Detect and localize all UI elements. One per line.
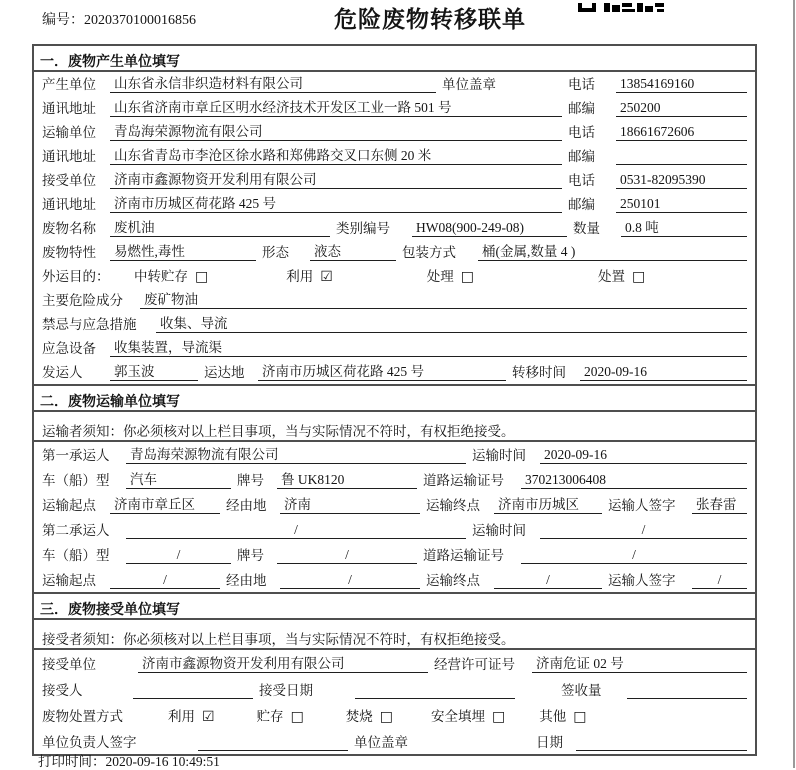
print-time-value: 2020-09-16 10:49:51 (105, 754, 220, 769)
checkbox-label: 利用 (168, 709, 195, 724)
field-label: 废物名称 (42, 221, 96, 236)
serial-row (42, 9, 196, 29)
checkbox-label: 安全填埋 (431, 709, 486, 724)
field-value: 郭玉波 (110, 360, 198, 381)
form-row (34, 542, 755, 567)
form-row (34, 168, 755, 192)
form-row (34, 360, 755, 384)
field-value: 汽车 (126, 468, 231, 489)
field-value: 济南市鑫源物资开发利用有限公司 (110, 168, 562, 189)
form-row (34, 240, 755, 264)
field-value: 易燃性,毒性 (110, 240, 256, 261)
page-title: 危险废物转移联单 (334, 7, 526, 32)
field-label: 主要危险成分 (42, 293, 123, 308)
checkbox-checked-icon: ☑ (320, 269, 333, 285)
checkbox-option (539, 705, 586, 725)
checkbox-unchecked-icon: □ (632, 269, 646, 285)
checkbox-option (427, 265, 474, 285)
field-value: 250101 (616, 196, 747, 213)
section-title: 三．废物接受单位填写 (34, 594, 755, 620)
form-row (34, 144, 755, 168)
field-label: 应急设备 (42, 341, 96, 356)
form-row (34, 264, 755, 288)
field-label: 牌号 (237, 473, 264, 488)
checkbox-option (168, 705, 215, 725)
field-value: 收集、导流 (156, 312, 747, 333)
field-value: 废机油 (110, 216, 330, 237)
field-label: 废物特性 (42, 245, 96, 260)
field-label: 接受单位 (42, 657, 96, 672)
checkbox-label: 其他 (539, 709, 567, 724)
qr-code-fragment-image (578, 3, 664, 12)
field-value: 370213006408 (521, 472, 747, 489)
blank-field-value (198, 734, 348, 751)
serial-number: 2020370100016856 (84, 13, 196, 28)
form-row (34, 216, 755, 240)
field-label: 运输终点 (426, 573, 480, 588)
field-value: 2020-09-16 (580, 364, 747, 381)
checkbox-option (257, 705, 304, 725)
field-label: 单位盖章 (442, 77, 496, 92)
field-label: 接受日期 (259, 683, 313, 698)
field-label: 车（船）型 (42, 473, 110, 488)
field-value: 青岛海荣源物流有限公司 (126, 443, 466, 464)
field-value: / (692, 572, 747, 589)
field-label: 形态 (262, 245, 289, 260)
form-row (34, 567, 755, 592)
blank-field-value (355, 682, 515, 699)
blank-field-value (576, 734, 747, 751)
form-row (34, 288, 755, 312)
field-label: 电话 (568, 173, 595, 188)
form-row (34, 336, 755, 360)
field-value: 青岛海荣源物流有限公司 (110, 120, 562, 141)
field-label: 经营许可证号 (434, 657, 515, 672)
field-label: 日期 (536, 735, 563, 750)
field-value: HW08(900-249-08) (412, 220, 567, 237)
field-label: 电话 (568, 77, 595, 92)
field-value: 济南危证 02 号 (532, 652, 747, 673)
field-value: 液态 (310, 240, 396, 261)
field-label: 转移时间 (512, 365, 566, 380)
field-label: 单位负责人签字 (42, 735, 137, 750)
field-label: 运输终点 (426, 498, 480, 513)
field-value: 13854169160 (616, 76, 747, 93)
checkbox-label: 贮存 (256, 709, 284, 724)
field-label: 通讯地址 (42, 197, 96, 212)
checkbox-label: 利用 (286, 269, 314, 284)
field-value: 0.8 吨 (621, 216, 747, 237)
field-label: 运输起点 (42, 573, 96, 588)
form-section (34, 384, 755, 592)
field-label: 邮编 (568, 101, 595, 116)
field-label: 第二承运人 (42, 523, 110, 538)
blank-field-value (627, 682, 747, 699)
field-label: 运输单位 (42, 125, 96, 140)
form-row (34, 120, 755, 144)
form-row (34, 517, 755, 542)
manifest-form-table (32, 44, 757, 756)
field-value: 济南市历城区荷花路 425 号 (110, 192, 562, 213)
field-label: 牌号 (237, 548, 264, 563)
field-label: 包装方式 (402, 245, 456, 260)
field-value: 2020-09-16 (540, 447, 747, 464)
field-value: / (110, 572, 220, 589)
checkbox-option (598, 265, 645, 285)
form-section (34, 592, 755, 754)
field-label: 经由地 (226, 498, 267, 513)
checkbox-label: 焚烧 (345, 709, 373, 724)
field-label: 禁忌与应急措施 (42, 317, 137, 332)
field-label: 运达地 (204, 365, 245, 380)
field-label: 接受单位 (42, 173, 96, 188)
form-row (34, 702, 755, 728)
print-time-row (38, 750, 220, 770)
field-value: 0531-82095390 (616, 172, 747, 189)
field-value: 济南市鑫源物资开发利用有限公司 (138, 652, 428, 673)
field-value: 废矿物油 (140, 288, 747, 309)
field-label: 邮编 (568, 149, 595, 164)
print-time-label: 打印时间： (38, 754, 106, 769)
checkbox-unchecked-icon: □ (492, 709, 506, 725)
field-value: / (277, 547, 417, 564)
field-label: 经由地 (226, 573, 267, 588)
field-label: 外运目的： (42, 269, 110, 284)
field-value: 鲁 UK8120 (277, 468, 417, 489)
field-label: 发运人 (42, 365, 83, 380)
field-label: 运输起点 (42, 498, 96, 513)
field-label: 类别编号 (336, 221, 390, 236)
page-edge-divider (793, 0, 795, 768)
checkbox-unchecked-icon: □ (573, 709, 587, 725)
field-label: 电话 (568, 125, 595, 140)
field-value: 济南市历城区荷花路 425 号 (258, 360, 506, 381)
field-label: 车（船）型 (42, 548, 110, 563)
blank-field-value (616, 148, 747, 165)
blank-field-value (133, 682, 253, 699)
field-value: 济南市历城区 (494, 493, 602, 514)
checkbox-unchecked-icon: □ (379, 709, 394, 725)
form-row (34, 650, 755, 676)
field-label: 签收量 (561, 683, 602, 698)
checkbox-label: 处理 (426, 269, 454, 284)
field-label: 通讯地址 (42, 149, 96, 164)
form-row (34, 442, 755, 467)
field-label: 第一承运人 (42, 448, 110, 463)
qr-code-fragment (578, 0, 664, 16)
field-value: / (126, 547, 231, 564)
field-label: 通讯地址 (42, 101, 96, 116)
field-label: 运输时间 (472, 523, 526, 538)
form-row (34, 312, 755, 336)
field-label: 单位盖章 (354, 735, 408, 750)
form-row (34, 192, 755, 216)
field-value: / (540, 522, 747, 539)
section-title: 二．废物运输单位填写 (34, 386, 755, 412)
field-value: / (521, 547, 747, 564)
field-value: / (280, 572, 420, 589)
checkbox-unchecked-icon: □ (290, 709, 304, 725)
field-value: 18661672606 (616, 124, 747, 141)
checkbox-unchecked-icon: □ (460, 269, 475, 285)
form-section (34, 46, 755, 384)
field-value: / (494, 572, 602, 589)
field-label: 道路运输证号 (423, 548, 504, 563)
field-value: 桶(金属,数量 4 ) (478, 240, 747, 261)
checkbox-option (346, 705, 393, 725)
form-row (34, 467, 755, 492)
field-value: / (126, 522, 466, 539)
checkbox-checked-icon: ☑ (202, 709, 215, 725)
checkbox-option (134, 265, 208, 285)
form-row (34, 96, 755, 120)
field-value: 250200 (616, 100, 747, 117)
checkbox-label: 中转贮存 (134, 269, 188, 284)
field-value: 济南 (280, 493, 420, 514)
checkbox-unchecked-icon: □ (195, 269, 209, 285)
field-label: 运输人签字 (608, 573, 676, 588)
field-label: 产生单位 (42, 77, 96, 92)
field-label: 接受人 (42, 683, 83, 698)
field-label: 废物处置方式 (42, 709, 123, 724)
field-label: 运输人签字 (608, 498, 676, 513)
section-title: 一．废物产生单位填写 (34, 46, 755, 72)
field-value: 山东省济南市章丘区明水经济技术开发区工业一路 501 号 (110, 96, 562, 117)
checkbox-option (286, 265, 333, 285)
field-label: 邮编 (568, 197, 595, 212)
field-value: 收集装置，导流渠 (110, 336, 747, 357)
notice-text: 接受者须知：你必须核对以上栏目事项，当与实际情况不符时，有权拒绝接受。 (34, 620, 755, 650)
form-row (34, 676, 755, 702)
checkbox-option (431, 705, 505, 725)
field-value: 济南市章丘区 (110, 493, 220, 514)
field-value: 山东省青岛市李沧区徐水路和郑佛路交叉口东侧 20 米 (110, 144, 562, 165)
field-value: 张春雷 (692, 493, 747, 514)
serial-label: 编号： (42, 13, 84, 28)
field-value: 山东省永信非织造材料有限公司 (110, 72, 436, 93)
field-label: 运输时间 (472, 448, 526, 463)
field-label: 道路运输证号 (423, 473, 504, 488)
form-row (34, 72, 755, 96)
notice-text: 运输者须知：你必须核对以上栏目事项，当与实际情况不符时，有权拒绝接受。 (34, 412, 755, 442)
field-label: 数量 (573, 221, 600, 236)
checkbox-label: 处置 (598, 269, 626, 284)
form-row (34, 492, 755, 517)
